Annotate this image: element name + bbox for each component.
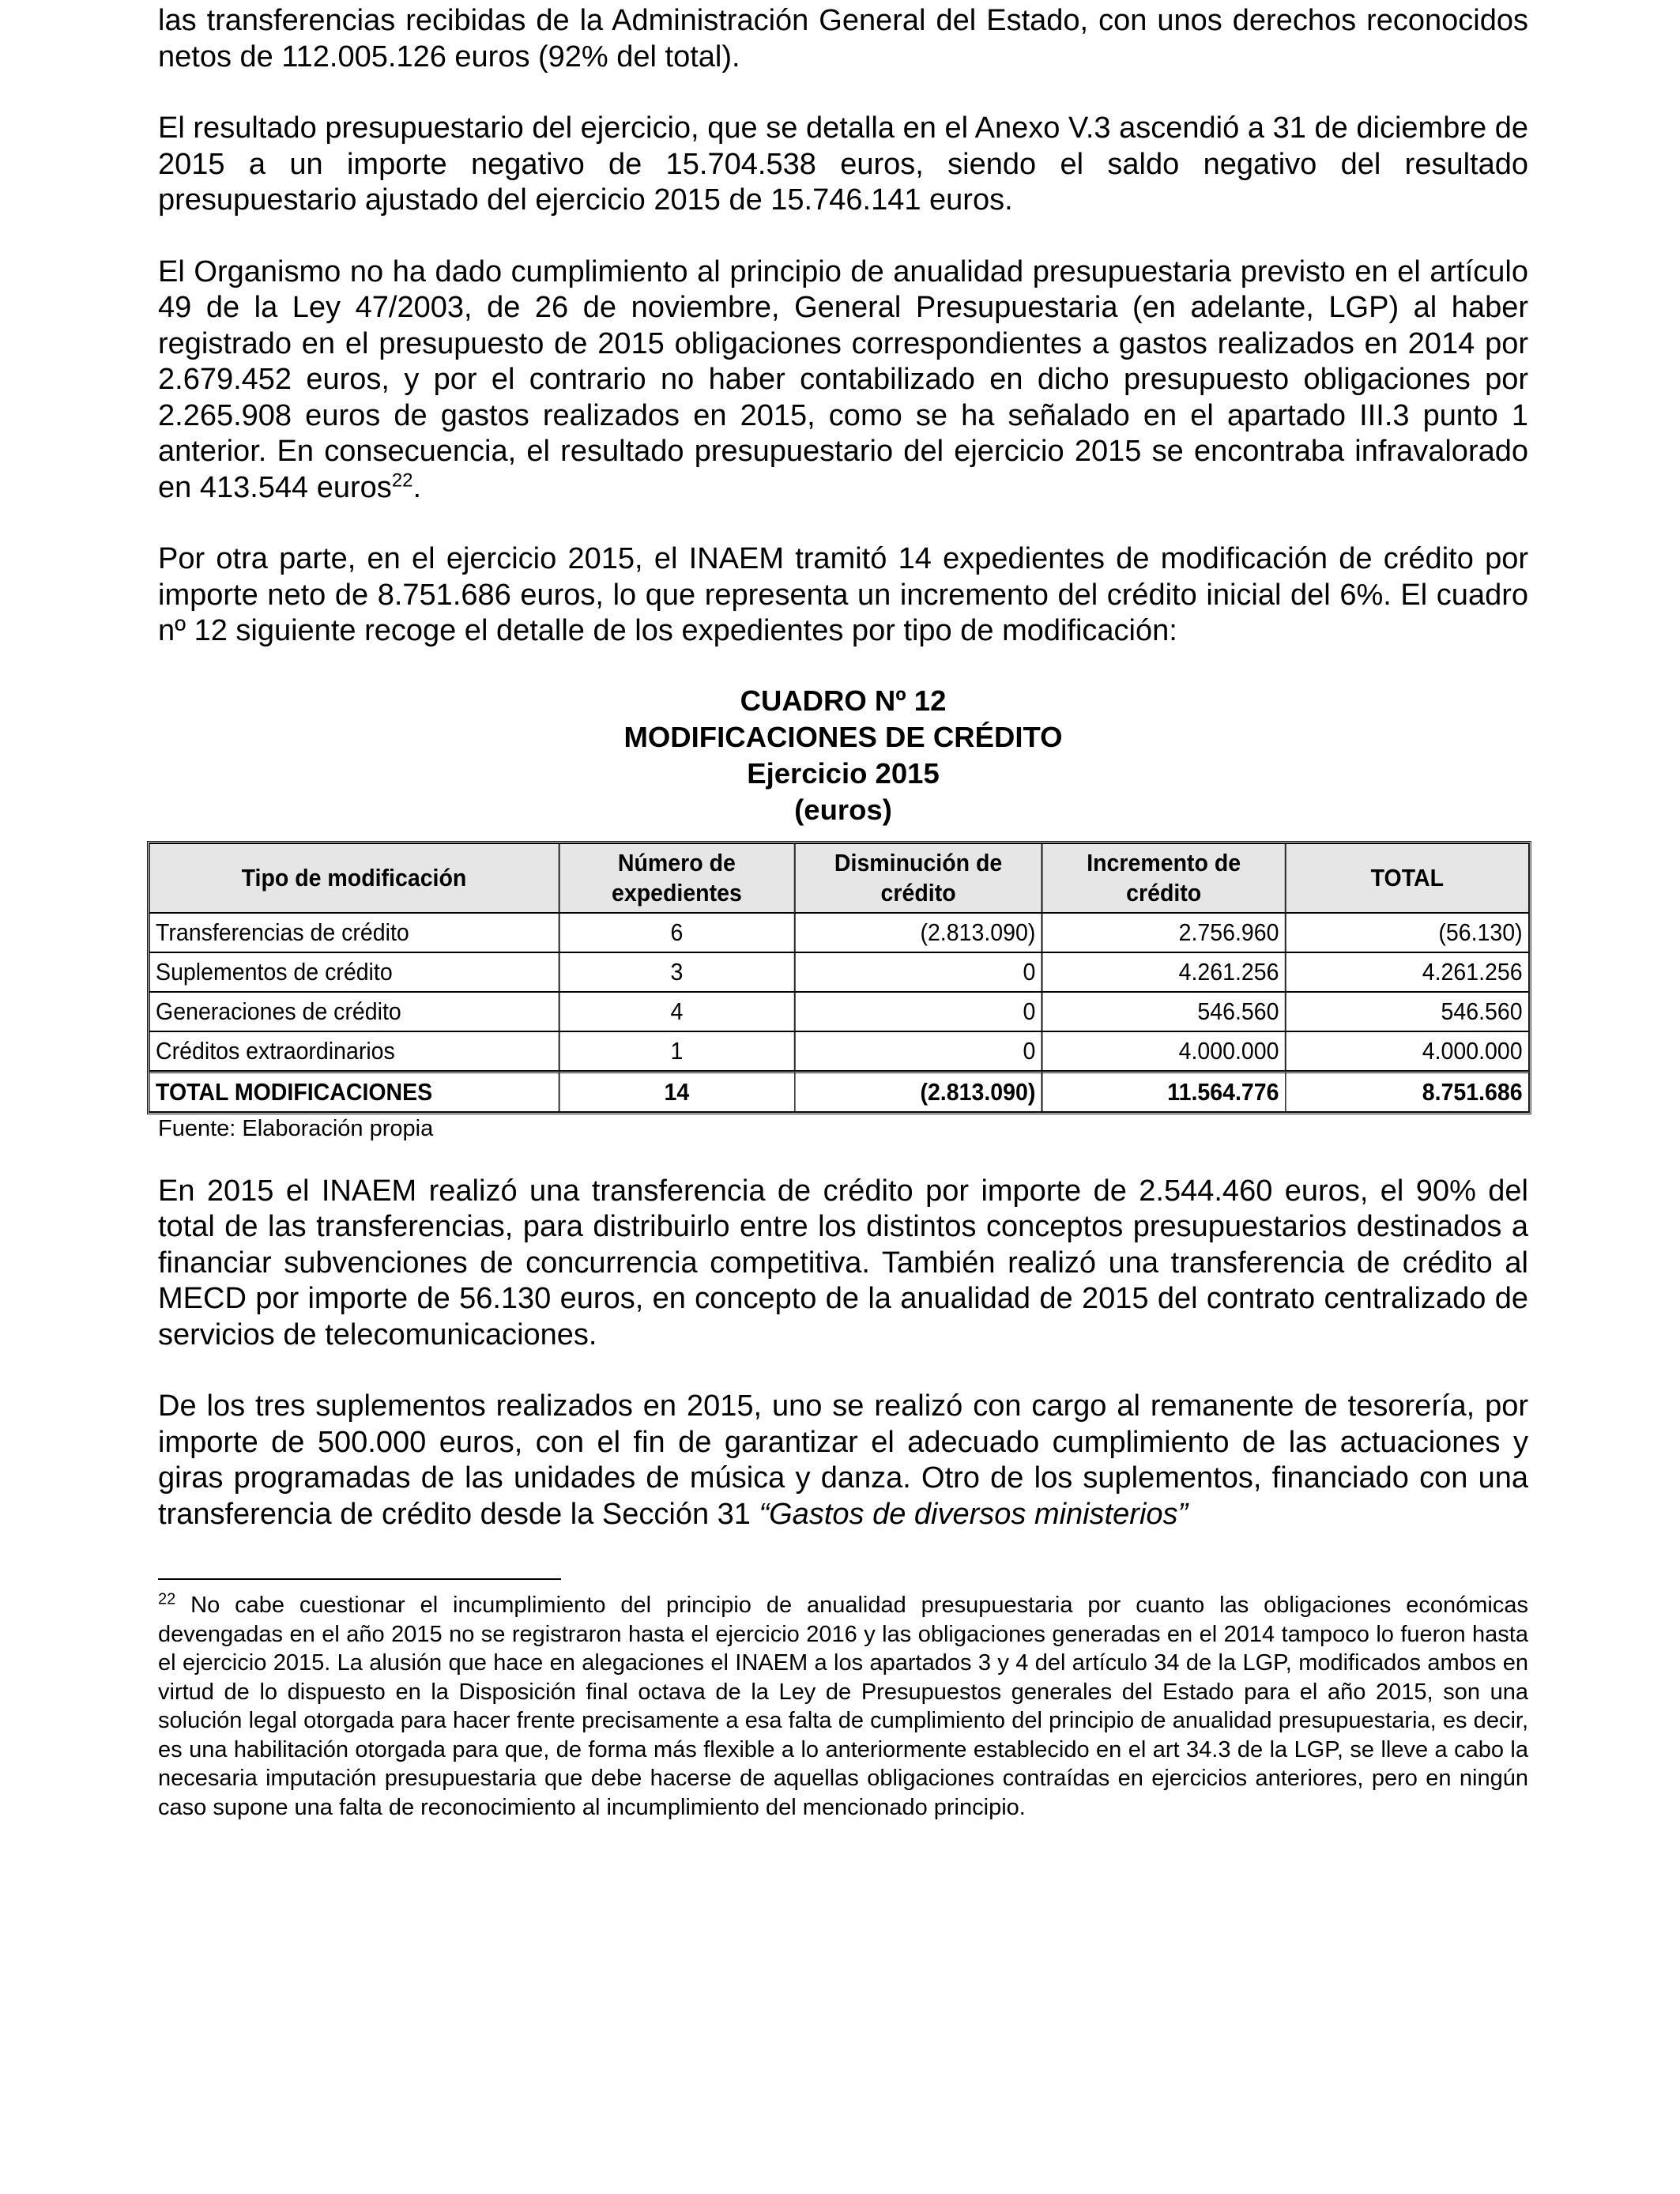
header-numero: Número de expedientes — [559, 843, 794, 913]
cell-tipo: Generaciones de crédito — [149, 992, 559, 1031]
caption-line-4: (euros) — [794, 793, 892, 826]
caption-line-1: CUADRO Nº 12 — [740, 684, 947, 717]
paragraph-derechos: las transferencias recibidas de la Administración General del Estado, con unos derechos reconocidos netos de 112.005.126 euros (92% del total). — [158, 4, 1528, 74]
modificaciones-table — [147, 841, 1531, 1114]
cell-numero: 1 — [559, 1031, 794, 1071]
table-row — [149, 913, 1529, 952]
cell-disminucion: (2.813.090) — [795, 913, 1042, 952]
table-row — [149, 992, 1529, 1031]
header-incremento: Incremento de crédito — [1042, 843, 1286, 913]
cell-incremento: 4.000.000 — [1042, 1031, 1286, 1071]
footnote-separator — [158, 1578, 561, 1580]
footnote-number: 22 — [158, 1590, 176, 1608]
table-row — [149, 952, 1529, 992]
paragraph-suplementos-italic: “Gastos de diversos ministerios” — [759, 1497, 1188, 1531]
caption-line-3: Ejercicio 2015 — [747, 756, 940, 790]
cell-incremento: 2.756.960 — [1042, 913, 1286, 952]
cell-total: 546.560 — [1286, 992, 1529, 1031]
table-total-row — [149, 1071, 1529, 1112]
paragraph-transferencia: En 2015 el INAEM realizó una transferencia de crédito por importe de 2.544.460 euros, el 90% del total de las transferencias, para distribuirlo entre los distintos conceptos presupuestarios destinados a financiar subvenciones de concurrencia competitiva. También realizó una transferencia de crédito al MECD por importe de 56.130 euros, en concepto de la anualidad de 2015 del contrato centralizado de servicios de telecomunicaciones. — [158, 1174, 1528, 1351]
cell-total: 4.261.256 — [1286, 952, 1529, 992]
table-row — [149, 1031, 1529, 1071]
footnote-text: No cabe cuestionar el incumplimiento del principio de anualidad presupuestaria por cuanto las obligaciones económicas devengadas en el año 2015 no se registraron hasta el ejercicio 2016 y las obligaciones generadas en el 2014 tampoco lo fueron hasta el ejercicio 2015. La alusión que hace en alegaciones el INAEM a los apartados 3 y 4 del artículo 34 de la LGP, modificados ambos en virtud de lo dispuesto en la Disposición final octava de la Ley de Presupuestos generales del Estado para el año 2015, son una solución legal otorgada para hacer frente precisamente a esa falta de cumplimiento del principio de anualidad presupuestaria, es decir, es una habilitación otorgada para que, de forma más flexible a lo anteriormente establecido en el art 34.3 de la LGP, se lleve a cabo la necesaria imputación presupuestaria que debe hacerse de aquellas obligaciones contraídas en ejercicios anteriores, pero en ningún caso supone una falta de reconocimiento al incumplimiento del mencionado principio. — [158, 1593, 1528, 1820]
footnote-reference[interactable]: 22 — [391, 469, 413, 491]
header-tipo: Tipo de modificación — [149, 843, 559, 913]
paragraph-modificaciones: Por otra parte, en el ejercicio 2015, el INAEM tramitó 14 expedientes de modificación de crédito por importe neto de 8.751.686 euros, lo que representa un incremento del crédito inicial del 6%. El cuadro nº 12 siguiente recoge el detalle de los expedientes por tipo de modificación: — [158, 542, 1528, 647]
paragraph-anualidad — [158, 254, 1528, 507]
cell-incremento: 546.560 — [1042, 992, 1286, 1031]
cell-disminucion: 0 — [795, 1031, 1042, 1071]
header-total: TOTAL — [1286, 843, 1529, 913]
table-caption — [158, 683, 1528, 828]
cell-tipo: Suplementos de crédito — [149, 952, 559, 992]
paragraph-anualidad-end: . — [412, 470, 422, 504]
document-page — [158, 0, 1528, 1822]
cell-total: 4.000.000 — [1286, 1031, 1529, 1071]
cell-total-disminucion: (2.813.090) — [795, 1071, 1042, 1112]
paragraph-resultado-presupuestario: El resultado presupuestario del ejercicio, que se detalla en el Anexo V.3 ascendió a 31 de diciembre de 2015 a un importe negativo de 15.704.538 euros, siendo el saldo negativo del resultado presupuestario ajustado del ejercicio 2015 de 15.746.141 euros. — [158, 111, 1528, 217]
footnote-22 — [158, 1591, 1528, 1822]
cell-tipo: Créditos extraordinarios — [149, 1031, 559, 1071]
header-disminucion: Disminución de crédito — [795, 843, 1042, 913]
cell-tipo: Transferencias de crédito — [149, 913, 559, 952]
cell-total: (56.130) — [1286, 913, 1529, 952]
table-source: Fuente: Elaboración propia — [158, 1115, 434, 1141]
paragraph-suplementos-text: De los tres suplementos realizados en 2015, uno se realizó con cargo al remanente de tesorería, por importe de 500.000 euros, con el fin de garantizar el adecuado cumplimiento de las actuaciones y giras programadas de las unidades de música y danza. Otro de los suplementos, financiado con una transferencia de crédito desde la Sección 31 — [158, 1389, 1528, 1531]
cell-total-total: 8.751.686 — [1286, 1071, 1529, 1112]
cell-incremento: 4.261.256 — [1042, 952, 1286, 992]
cell-disminucion: 0 — [795, 992, 1042, 1031]
cell-numero: 6 — [559, 913, 794, 952]
table-header-row — [149, 843, 1529, 913]
paragraph-suplementos — [158, 1389, 1528, 1532]
cell-total-tipo: TOTAL MODIFICACIONES — [149, 1071, 559, 1112]
cell-total-incremento: 11.564.776 — [1042, 1071, 1286, 1112]
cell-disminucion: 0 — [795, 952, 1042, 992]
cell-total-numero: 14 — [559, 1071, 794, 1112]
paragraph-anualidad-text: El Organismo no ha dado cumplimiento al principio de anualidad presupuestaria previsto en el artículo 49 de la Ley 47/2003, de 26 de noviembre, General Presupuestaria (en adelante, LGP) al haber registrado en el presupuesto de 2015 obligaciones correspondientes a gastos realizados en 2014 por 2.679.452 euros, y por el contrario no haber contabilizado en dicho presupuesto obligaciones por 2.265.908 euros de gastos realizados en 2015, como se ha señalado en el apartado III.3 punto 1 anterior. En consecuencia, el resultado presupuestario del ejercicio 2015 se encontraba infravalorado en 413.544 euros — [158, 254, 1528, 504]
caption-line-2: MODIFICACIONES DE CRÉDITO — [623, 720, 1063, 753]
cell-numero: 4 — [559, 992, 794, 1031]
cell-numero: 3 — [559, 952, 794, 992]
